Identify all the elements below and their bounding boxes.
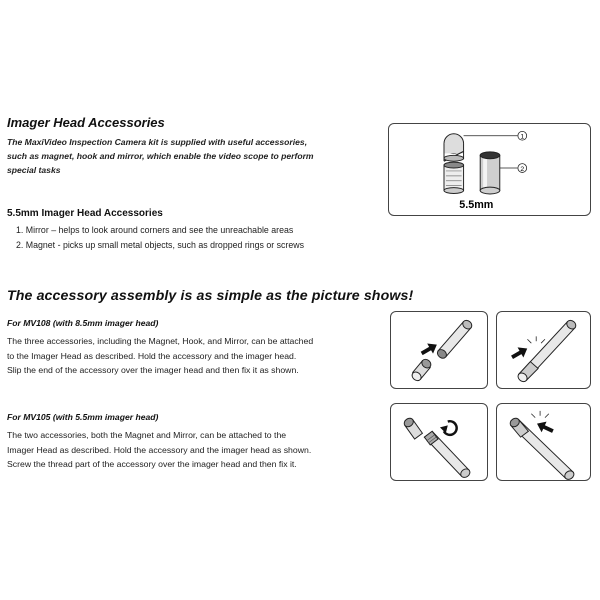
intro-line: The MaxiVideo Inspection Camera kit is supplied with useful accessories, xyxy=(7,137,308,147)
figure-mv108-step2 xyxy=(496,311,591,389)
callout-number-2: 2 xyxy=(520,165,525,173)
accessory-illustration xyxy=(403,417,423,440)
imager-head-illustration xyxy=(436,319,474,360)
callout-number-1: 1 xyxy=(520,133,525,141)
mv108-line: Slip the end of the accessory over the imager head and then fix it as shown. xyxy=(7,365,299,375)
accessory-illustration xyxy=(410,358,432,383)
mv105-line: Imager Head as described. Hold the accessory and the imager head as shown. xyxy=(7,444,312,455)
mv108-line: The three accessories, including the Magnet, Hook, and Mirror, can be attached xyxy=(7,336,314,346)
mv108-heading: For MV108 (with 8.5mm imager head) xyxy=(7,318,159,328)
section-title-5-5mm-accessories: 5.5mm Imager Head Accessories xyxy=(7,208,163,219)
mv108-line: to the Imager Head as described. Hold the accessory and the imager head. xyxy=(7,350,297,361)
arrow-icon xyxy=(509,343,530,362)
list-item-magnet: 2. Magnet - picks up small metal objects, such as dropped rings or screws xyxy=(16,240,304,250)
mv105-heading: For MV105 (with 5.5mm imager head) xyxy=(7,412,159,422)
intro-paragraph xyxy=(7,135,314,177)
figure-5-5mm-accessories xyxy=(388,123,591,216)
figure-mv105-step1 xyxy=(390,403,488,481)
list-item-mirror: 1. Mirror – helps to look around corners and see the unreachable areas xyxy=(16,225,294,235)
mv108-paragraph xyxy=(7,334,313,378)
arrow-icon xyxy=(535,418,556,436)
mv105-line: Screw the thread part of the accessory over the imager head and then fix it. xyxy=(7,459,297,469)
click-spark-icon xyxy=(531,411,549,418)
section-title-imager-head-accessories: Imager Head Accessories xyxy=(7,115,165,130)
magnet-accessory-illustration xyxy=(480,152,500,194)
click-spark-icon xyxy=(527,336,545,343)
intro-line: special tasks xyxy=(7,165,61,175)
arrow-icon xyxy=(419,340,440,359)
size-label: 5.5mm xyxy=(459,199,494,212)
assembly-heading: The accessory assembly is as simple as the picture shows! xyxy=(7,288,414,304)
mv105-paragraph xyxy=(7,428,311,472)
figure-mv105-step2 xyxy=(496,403,591,481)
threaded-head-illustration xyxy=(424,431,471,479)
intro-line: such as magnet, hook and mirror, which enable the video scope to perform xyxy=(7,151,314,161)
mirror-accessory-illustration xyxy=(444,134,464,194)
mv105-line: The two accessories, both the Magnet and Mirror, can be attached to the xyxy=(7,430,287,440)
figure-mv108-step1 xyxy=(390,311,488,389)
